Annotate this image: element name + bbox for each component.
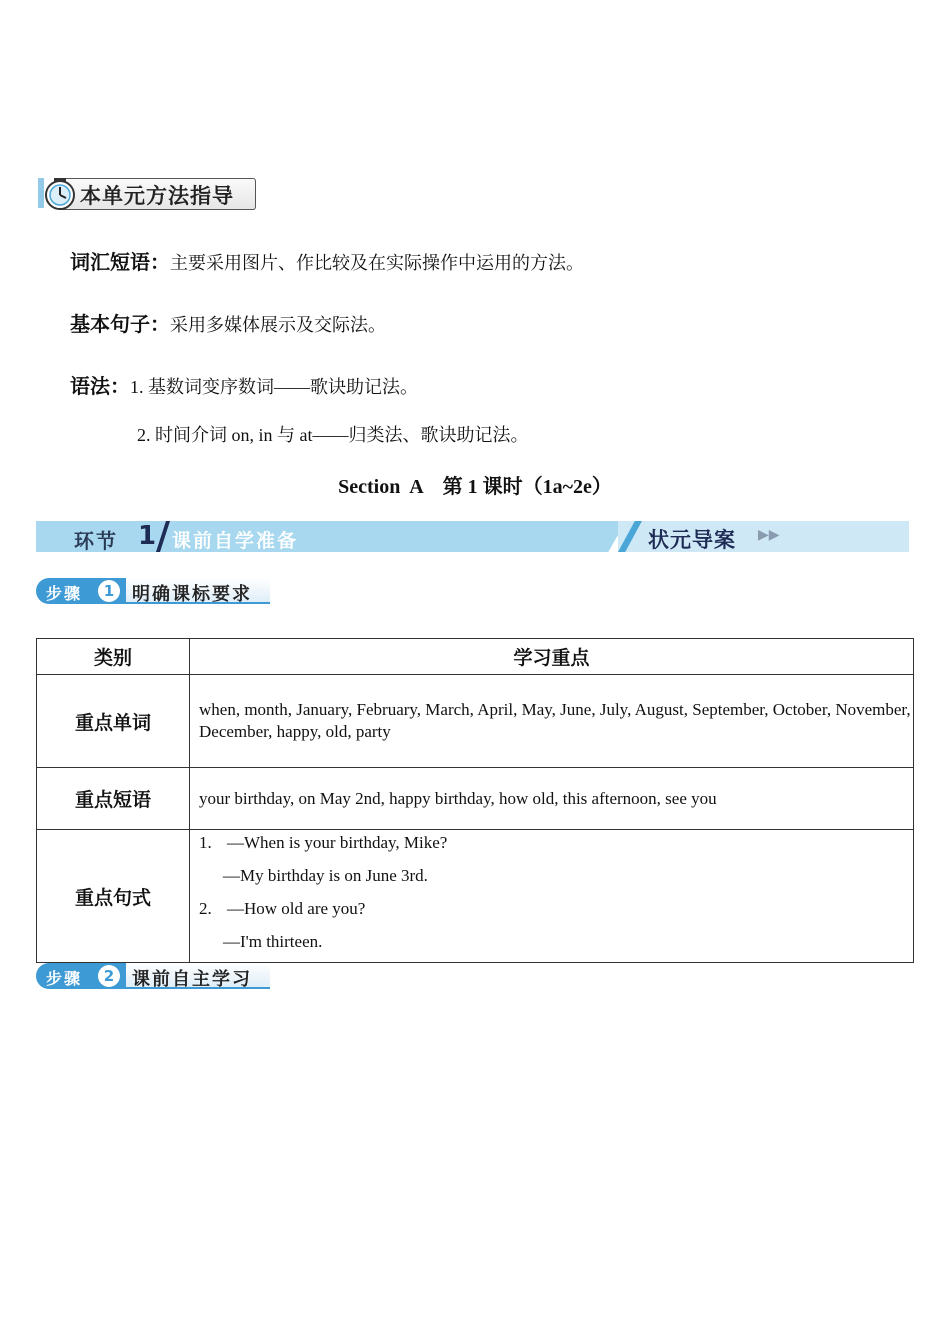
stage-label: 环节 — [74, 529, 118, 552]
stage-subtitle: 课前自学准备 — [172, 530, 299, 552]
step-1-word: 步骤 — [46, 584, 83, 603]
step-1-title: 明确课标要求 — [132, 584, 252, 605]
grammar-item-1: 1. 基数词变序数词——歌诀助记法。 — [130, 377, 418, 397]
grammar-item-2: 2. 时间介词 on, in 与 at——归类法、歌诀助记法。 — [137, 425, 529, 445]
table-row — [37, 830, 914, 963]
table-row — [37, 675, 914, 768]
sentence-label: 基本句子： — [70, 312, 170, 336]
step-2-title: 课前自主学习 — [132, 969, 252, 990]
method-banner-title: 本单元方法指导 — [80, 184, 234, 208]
phrases-text: your birthday, on May 2nd, happy birthday, how old, this afternoon, see you — [190, 768, 914, 830]
words-label: 重点单词 — [37, 675, 190, 768]
sentence-method-line — [70, 308, 386, 337]
step-1-label — [36, 578, 270, 604]
grammar-label: 语法： — [70, 374, 130, 398]
sentence-1-question — [199, 830, 913, 863]
grammar-method-line — [70, 370, 418, 399]
table-header-row — [37, 639, 914, 675]
phrases-label: 重点短语 — [37, 768, 190, 830]
sentences-cell — [190, 830, 914, 963]
step-1-number: 1 — [98, 580, 120, 602]
clock-icon — [36, 176, 76, 212]
step-1-tail — [126, 578, 270, 604]
step-2-tail — [126, 963, 270, 989]
sentence-1-answer: —My birthday is on June 3rd. — [223, 866, 428, 885]
double-arrow-icon: ▶▶ — [758, 527, 780, 543]
sentence-text: 采用多媒体展示及交际法。 — [170, 315, 386, 335]
vocab-method-line — [70, 246, 584, 275]
sentence-1-q: —When is your birthday, Mike? — [227, 833, 448, 852]
step-2-number: 2 — [98, 965, 120, 987]
sentence-2-answer: —I'm thirteen. — [223, 932, 323, 951]
sentences-label: 重点句式 — [37, 830, 190, 963]
vocab-text: 主要采用图片、作比较及在实际操作中运用的方法。 — [170, 253, 584, 273]
header-focus: 学习重点 — [190, 639, 914, 675]
vocab-label: 词汇短语： — [70, 250, 170, 274]
header-category: 类别 — [37, 639, 190, 675]
stage-number: 1 — [138, 521, 157, 551]
sentence-1-number: 1. — [199, 833, 212, 852]
method-banner — [36, 176, 256, 212]
table-row — [37, 768, 914, 830]
sentence-2-number: 2. — [199, 899, 212, 918]
sentence-2-question — [199, 896, 913, 929]
sentence-2-q: —How old are you? — [227, 899, 366, 918]
stage-guide: 状元导案 — [648, 528, 736, 552]
stage-banner-left — [36, 521, 626, 552]
words-text: when, month, January, February, March, April, May, June, July, August, September, October, November, December, happy, old, party — [190, 675, 914, 768]
step-2-label — [36, 963, 270, 989]
step-2-word: 步骤 — [46, 969, 83, 988]
section-title: Section A 第 1 课时（1a~2e） — [338, 476, 612, 498]
stage-banner — [36, 521, 909, 552]
study-focus-table — [36, 638, 914, 963]
